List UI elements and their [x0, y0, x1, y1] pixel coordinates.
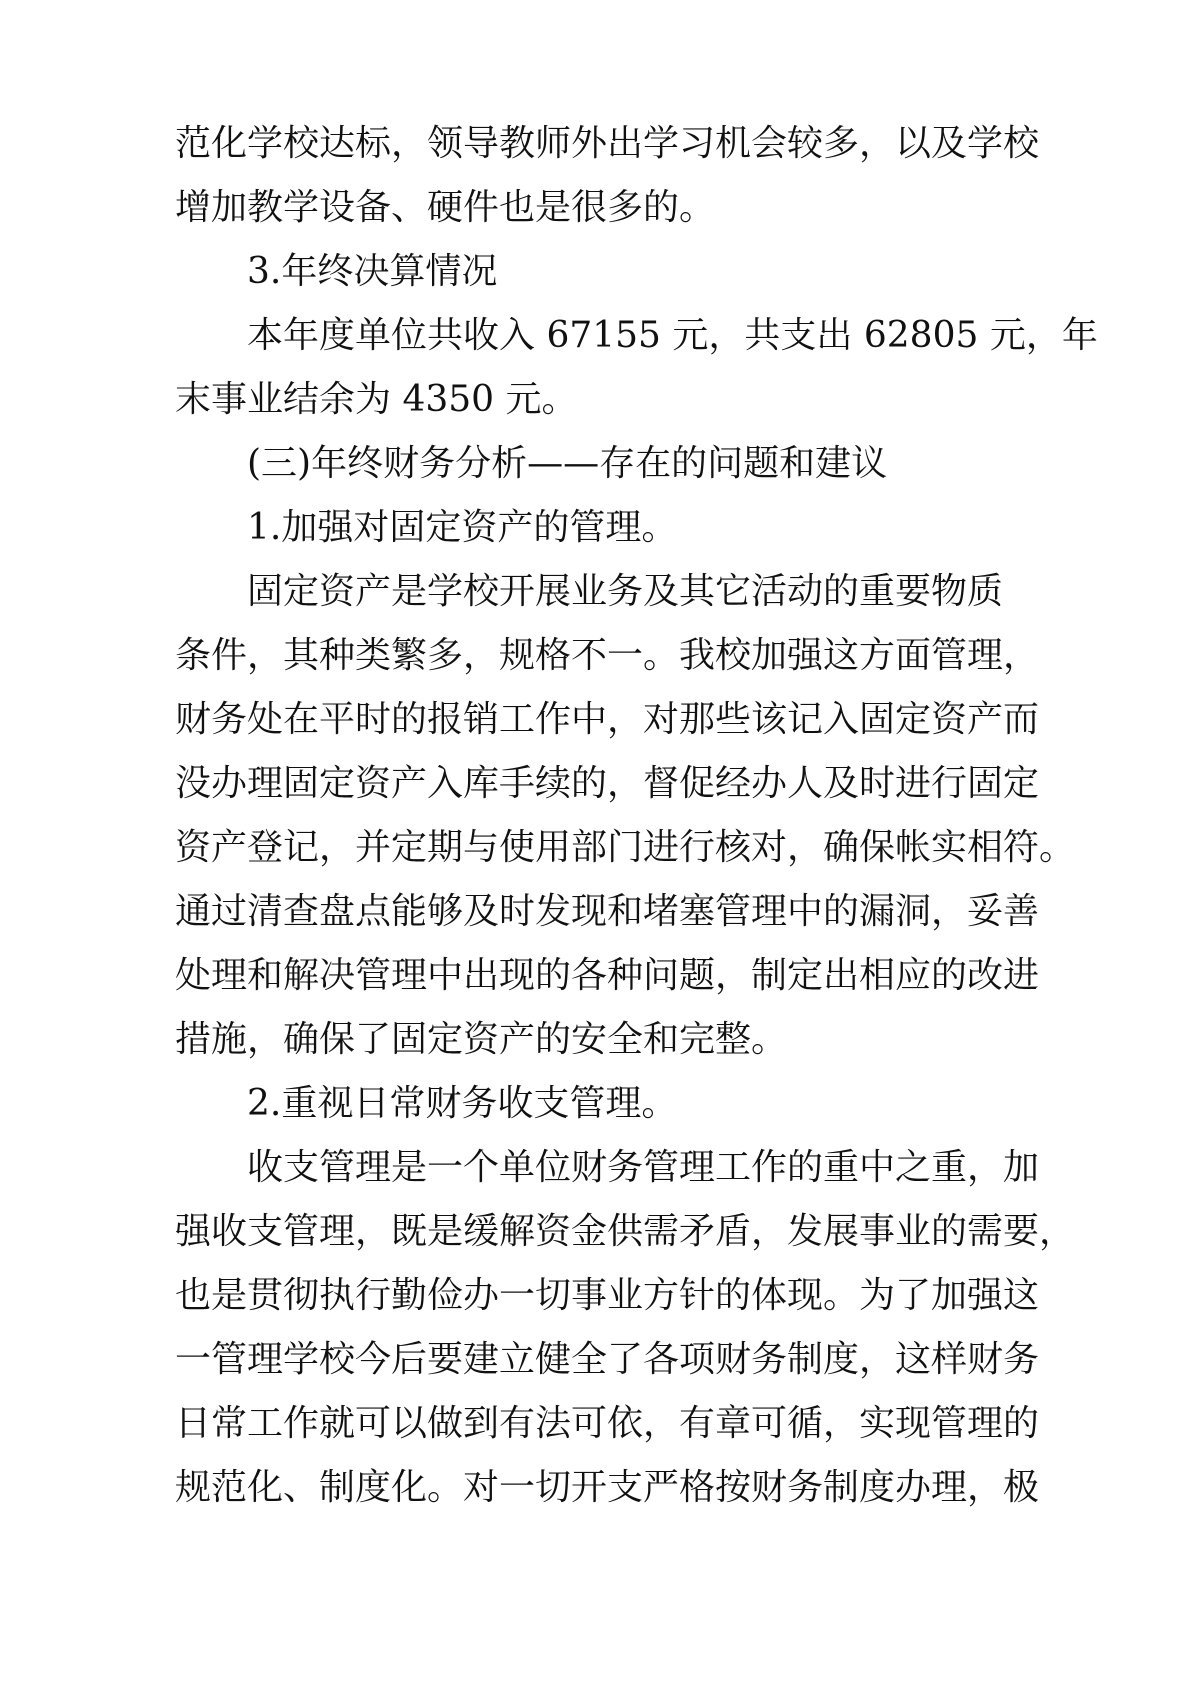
paragraph-budget-summary [175, 304, 1098, 432]
heading-section-financial-analysis [175, 432, 1041, 496]
text-line: 本年度单位共收入 67155 元，共支出 62805 元，年 [247, 315, 1098, 356]
text-line: 末事业结余为 4350 元。 [175, 379, 578, 420]
text-line: 收支管理是一个单位财务管理工作的重中之重，加 [247, 1147, 1040, 1188]
heading-text: (三)年终财务分析——存在的问题和建议 [247, 443, 888, 484]
heading-year-end-settlement [175, 240, 1041, 304]
text-line: 措施，确保了固定资产的安全和完整。 [175, 1019, 788, 1060]
text-line: 规范化、制度化。对一切开支严格按财务制度办理，极 [175, 1467, 1040, 1508]
text-line: 通过清查盘点能够及时发现和堵塞管理中的漏洞，妥善 [175, 891, 1040, 932]
heading-fixed-asset-management [175, 496, 1041, 560]
text-line: 资产登记，并定期与使用部门进行核对，确保帐实相符。 [175, 827, 1076, 868]
paragraph-fixed-assets [175, 560, 1076, 1072]
text-line: 财务处在平时的报销工作中，对那些该记入固定资产而 [175, 699, 1040, 740]
text-line: 日常工作就可以做到有法可依，有章可循，实现管理的 [175, 1403, 1040, 1444]
text-line: 范化学校达标，领导教师外出学习机会较多，以及学校 [175, 123, 1040, 164]
paragraph-continuation [175, 112, 1041, 240]
document-body [175, 112, 1098, 1520]
text-line: 固定资产是学校开展业务及其它活动的重要物质 [247, 571, 1004, 612]
text-line: 没办理固定资产入库手续的，督促经办人及时进行固定 [175, 763, 1040, 804]
text-line: 处理和解决管理中出现的各种问题，制定出相应的改进 [175, 955, 1040, 996]
heading-text: 1.加强对固定资产的管理。 [247, 507, 678, 548]
text-line: 增加教学设备、硬件也是很多的。 [175, 187, 716, 228]
text-line: 条件，其种类繁多，规格不一。我校加强这方面管理， [175, 635, 1040, 676]
text-line: 强收支管理，既是缓解资金供需矛盾，发展事业的需要， [175, 1211, 1076, 1252]
text-line: 一管理学校今后要建立健全了各项财务制度，这样财务 [175, 1339, 1040, 1380]
paragraph-revenue-expense [175, 1136, 1076, 1520]
heading-text: 2.重视日常财务收支管理。 [247, 1083, 678, 1124]
heading-daily-revenue-expense [175, 1072, 1041, 1136]
text-line: 也是贯彻执行勤俭办一切事业方针的体现。为了加强这 [175, 1275, 1040, 1316]
heading-text: 3.年终决算情况 [247, 251, 498, 292]
